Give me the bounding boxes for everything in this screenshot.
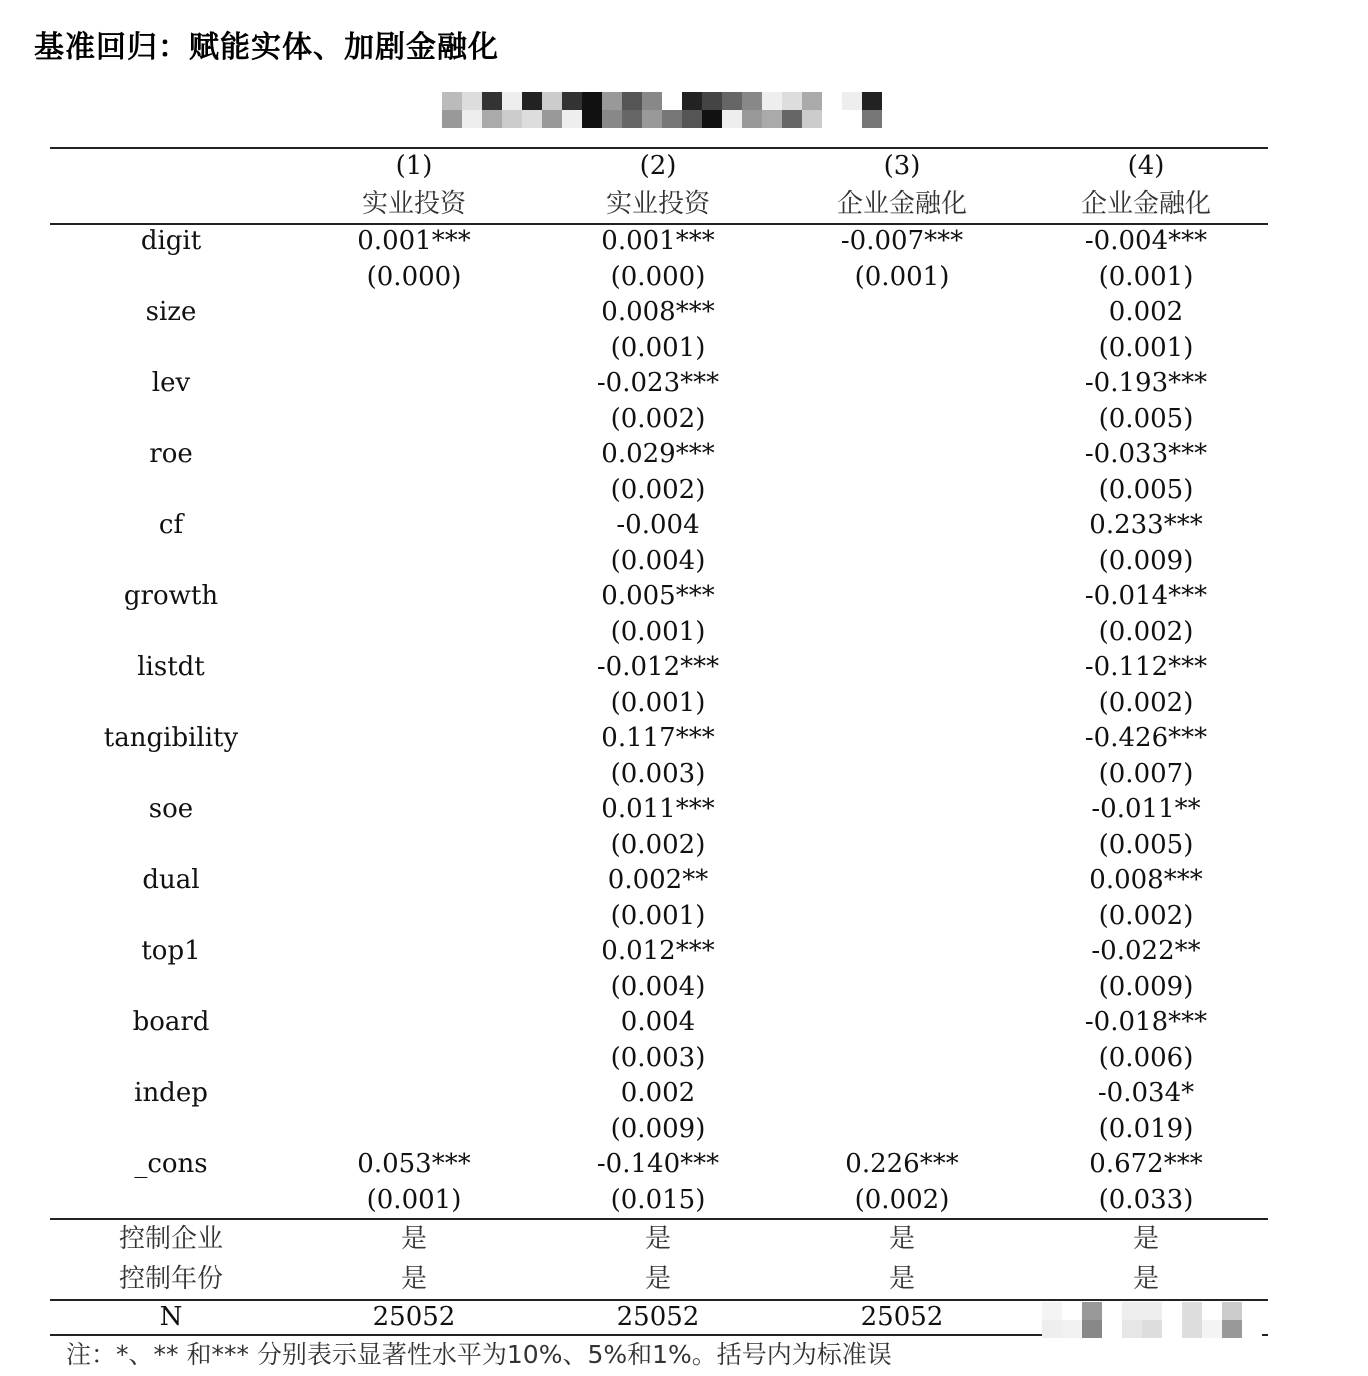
coef-cell: 0.008***	[601, 297, 715, 327]
se-cell: (0.005)	[1098, 404, 1194, 434]
variable-name-digit: digit	[140, 226, 202, 256]
coef-cell: 0.008***	[1089, 865, 1203, 895]
se-cell: (0.002)	[610, 475, 706, 505]
se-cell: (0.007)	[1098, 759, 1194, 789]
variable-name-dual: dual	[142, 865, 200, 895]
se-cell: (0.005)	[1098, 830, 1194, 860]
coef-cell: -0.140***	[596, 1149, 720, 1179]
se-cell: (0.001)	[366, 1185, 462, 1215]
control-value: 是	[888, 1224, 915, 1254]
coef-cell: -0.426***	[1084, 723, 1208, 753]
variable-name-growth: growth	[123, 581, 219, 611]
control-value: 是	[400, 1264, 427, 1294]
coef-cell: 0.005***	[601, 581, 715, 611]
coef-cell: 0.004	[620, 1007, 696, 1037]
se-cell: (0.003)	[610, 1043, 706, 1073]
se-cell: (0.001)	[1098, 262, 1194, 292]
coef-cell: 0.226***	[845, 1149, 959, 1179]
column-number-1: (1)	[395, 151, 433, 181]
n-label: N	[159, 1302, 183, 1332]
column-number-2: (2)	[639, 151, 677, 181]
se-cell: (0.006)	[1098, 1043, 1194, 1073]
se-cell: (0.000)	[610, 262, 706, 292]
coef-cell: -0.018***	[1084, 1007, 1208, 1037]
coef-cell: -0.007***	[840, 226, 964, 256]
se-cell: (0.015)	[610, 1185, 706, 1215]
coef-cell: -0.034*	[1097, 1078, 1195, 1108]
se-cell: (0.019)	[1098, 1114, 1194, 1144]
n-value: 25052	[372, 1302, 456, 1332]
variable-name-cons: _cons	[134, 1149, 208, 1179]
se-cell: (0.002)	[1098, 901, 1194, 931]
se-cell: (0.005)	[1098, 475, 1194, 505]
se-cell: (0.009)	[1098, 546, 1194, 576]
variable-name-tangibility: tangibility	[103, 723, 239, 753]
coef-cell: 0.002**	[607, 865, 709, 895]
redacted-caption	[442, 92, 882, 128]
se-cell: (0.009)	[1098, 972, 1194, 1002]
coef-cell: 0.002	[1108, 297, 1184, 327]
se-cell: (0.002)	[1098, 617, 1194, 647]
coef-cell: 0.012***	[601, 936, 715, 966]
table-note: 注：*、** 和*** 分别表示显著性水平为10%、5%和1%。括号内为标准误	[66, 1340, 892, 1369]
column-dependent-2: 实业投资	[605, 189, 710, 219]
se-cell: (0.001)	[610, 901, 706, 931]
se-cell: (0.001)	[854, 262, 950, 292]
redacted-cell	[1042, 1302, 1268, 1338]
coef-cell: -0.004***	[1084, 226, 1208, 256]
coef-cell: -0.022**	[1091, 936, 1201, 966]
se-cell: (0.002)	[854, 1185, 950, 1215]
variable-name-listdt: listdt	[137, 652, 205, 682]
control-label: 控制年份	[118, 1264, 223, 1294]
se-cell: (0.000)	[366, 262, 462, 292]
variable-name-board: board	[132, 1007, 210, 1037]
coef-cell: 0.117***	[601, 723, 715, 753]
se-cell: (0.002)	[610, 404, 706, 434]
se-cell: (0.009)	[610, 1114, 706, 1144]
control-value: 是	[1132, 1264, 1159, 1294]
coef-cell: -0.023***	[596, 368, 720, 398]
coef-cell: 0.672***	[1089, 1149, 1203, 1179]
n-value: 25052	[860, 1302, 944, 1332]
variable-name-top1: top1	[141, 936, 201, 966]
column-dependent-4: 企业金融化	[1080, 189, 1211, 219]
coef-cell: -0.011**	[1091, 794, 1201, 824]
control-value: 是	[1132, 1224, 1159, 1254]
variable-name-lev: lev	[151, 368, 191, 398]
se-cell: (0.002)	[1098, 688, 1194, 718]
coef-cell: 0.001***	[601, 226, 715, 256]
se-cell: (0.001)	[610, 617, 706, 647]
control-label: 控制企业	[118, 1224, 223, 1254]
se-cell: (0.003)	[610, 759, 706, 789]
coef-cell: -0.193***	[1084, 368, 1208, 398]
variable-name-cf: cf	[158, 510, 184, 540]
page-heading: 基准回归：赋能实体、加剧金融化	[34, 30, 499, 65]
se-cell: (0.033)	[1098, 1185, 1194, 1215]
se-cell: (0.001)	[610, 333, 706, 363]
coef-cell: 0.053***	[357, 1149, 471, 1179]
variable-name-soe: soe	[148, 794, 194, 824]
column-number-3: (3)	[883, 151, 921, 181]
se-cell: (0.001)	[610, 688, 706, 718]
column-dependent-3: 企业金融化	[836, 189, 967, 219]
se-cell: (0.004)	[610, 546, 706, 576]
coef-cell: 0.002	[620, 1078, 696, 1108]
coef-cell: -0.012***	[596, 652, 720, 682]
coef-cell: -0.112***	[1084, 652, 1208, 682]
column-dependent-1: 实业投资	[361, 189, 466, 219]
variable-name-size: size	[145, 297, 197, 327]
coef-cell: 0.001***	[357, 226, 471, 256]
control-value: 是	[644, 1264, 671, 1294]
variable-name-indep: indep	[134, 1078, 208, 1108]
coef-cell: 0.011***	[601, 794, 715, 824]
coef-cell: -0.004	[616, 510, 700, 540]
control-value: 是	[888, 1264, 915, 1294]
n-value: 25052	[616, 1302, 700, 1332]
control-value: 是	[400, 1224, 427, 1254]
se-cell: (0.002)	[610, 830, 706, 860]
coef-bottom-rule	[50, 1218, 1268, 1220]
control-value: 是	[644, 1224, 671, 1254]
se-cell: (0.001)	[1098, 333, 1194, 363]
coef-cell: 0.029***	[601, 439, 715, 469]
coef-cell: 0.233***	[1089, 510, 1203, 540]
coef-cell: -0.033***	[1084, 439, 1208, 469]
coef-cell: -0.014***	[1084, 581, 1208, 611]
column-number-4: (4)	[1127, 151, 1165, 181]
se-cell: (0.004)	[610, 972, 706, 1002]
variable-name-roe: roe	[149, 439, 193, 469]
